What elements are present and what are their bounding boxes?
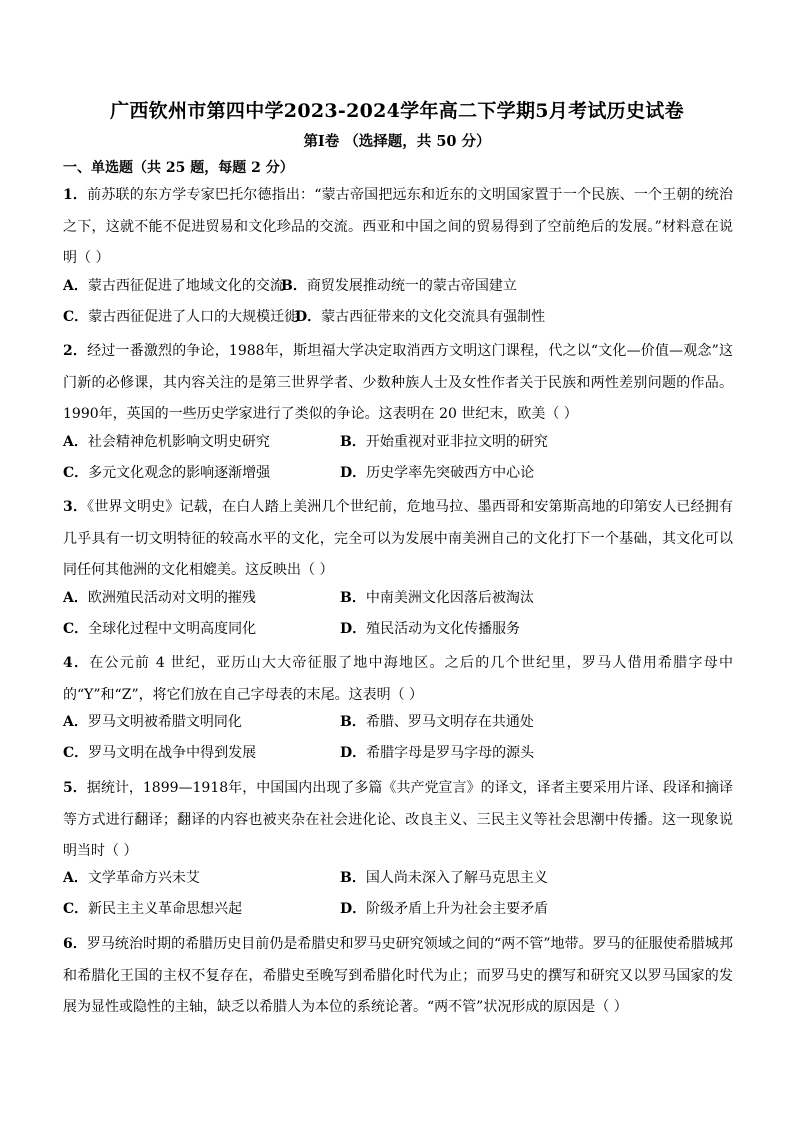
question-2-option-c: C．多元文化观念的影响逐渐增强 — [63, 465, 271, 481]
question-3-option-b: B．中南美洲文化因落后被淘汰 — [340, 590, 534, 606]
question-1-option-a: A．蒙古西征促进了地域文化的交流 — [63, 278, 284, 294]
question-4-option-b: B．希腊、罗马文明存在共通处 — [340, 714, 534, 730]
exam-title: 广西钦州市第四中学2023-2024学年高二下学期5月考试历史试卷 — [110, 100, 684, 122]
question-1-option-c: C．蒙古西征促进了人口的大规模迁徙 — [63, 309, 299, 325]
question-text: 前苏联的东方学专家巴托尔德指出：“蒙古帝国把远东和近东的文明国家置于一个民族、一个王朝的统治之下，这就不能不促进贸易和文化珍品的交流。西亚和中国之间的贸易得到了空前绝后的发展。”材料意在说明（ ） — [63, 187, 734, 266]
question-3-option-d: D．殖民活动为文化传播服务 — [340, 621, 521, 637]
question-5-stem: 5．据统计，1899—1918年，中国国内出现了多篇《共产党宣言》的译文，译者主要采用片译、段译和摘译等方式进行翻译；翻译的内容也被夹杂在社会进化论、改良主义、三民主义等社会思潮中传播。这一现象说明当时（ ） — [63, 780, 733, 859]
question-5-option-d: D．阶级矛盾上升为社会主要矛盾 — [340, 901, 549, 917]
question-3-stem: 3．《世界文明史》记载，在白人踏上美洲几个世纪前，危地马拉、墨西哥和安第斯高地的印第安人已经拥有几乎具有一切文明特征的较高水平的文化，完全可以为发展中南美洲自己的文化打下一个基础，其文化可以同任何其他洲的文化相媲美。这反映出（ ） — [63, 499, 733, 578]
question-5-option-c: C．新民主主义革命思想兴起 — [63, 901, 243, 917]
question-2-option-d: D．历史学率先突破西方中心论 — [340, 465, 535, 481]
question-5-option-a: A．文学革命方兴未艾 — [63, 870, 200, 886]
question-1-stem — [63, 180, 733, 275]
question-2-stem: 2．经过一番激烈的争论，1988年，斯坦福大学决定取消西方文明这门课程，代之以“文化—价值—观念”这门新的必修课，其内容关注的是第三世界学者、少数种族人士及女性作者关于民族和两性差别问题的作品。1990年，英国的一些历史学家进行了类似的争论。这表明在 20 世纪末，欧美（ ） — [63, 343, 733, 422]
question-4-option-d: D．希腊字母是罗马字母的源头 — [340, 745, 535, 761]
question-1-option-b: B．商贸发展推动统一的蒙古帝国建立 — [281, 278, 517, 294]
section-heading: 一、单选题（共 25 题，每题 2 分） — [63, 160, 294, 176]
question-3-option-c: C．全球化过程中文明高度同化 — [63, 621, 257, 637]
question-1-option-d: D．蒙古西征带来的文化交流具有强制性 — [295, 309, 546, 325]
question-3-option-a: A．欧洲殖民活动对文明的摧残 — [63, 590, 256, 606]
question-4-stem: 4．在公元前 4 世纪，亚历山大大帝征服了地中海地区。之后的几个世纪里，罗马人借用希腊字母中的“Y”和“Z”，将它们放在自己字母表的末尾。这表明（ ） — [63, 655, 733, 703]
question-4-option-a: A．罗马文明被希腊文明同化 — [63, 714, 242, 730]
question-2-option-b: B．开始重视对亚非拉文明的研究 — [340, 434, 548, 450]
question-4-option-c: C．罗马文明在战争中得到发展 — [63, 745, 257, 761]
question-6-stem: 6．罗马统治时期的希腊历史目前仍是希腊史和罗马史研究领域之间的“两不管”地带。罗马的征服使希腊城邦和希腊化王国的主权不复存在，希腊史至晚写到希腊化时代为止；而罗马史的撰写和研究又以罗马国家的发展为显性或隐性的主轴，缺乏以希腊人为本位的系统论著。“两不管”状况形成的原因是（ ） — [63, 936, 733, 1015]
question-number: 1． — [63, 187, 88, 203]
question-5-option-b: B．国人尚未深入了解马克思主义 — [340, 870, 548, 886]
question-2-option-a: A．社会精神危机影响文明史研究 — [63, 434, 270, 450]
exam-subtitle: 第Ⅰ卷 （选择题，共 50 分） — [303, 133, 491, 150]
